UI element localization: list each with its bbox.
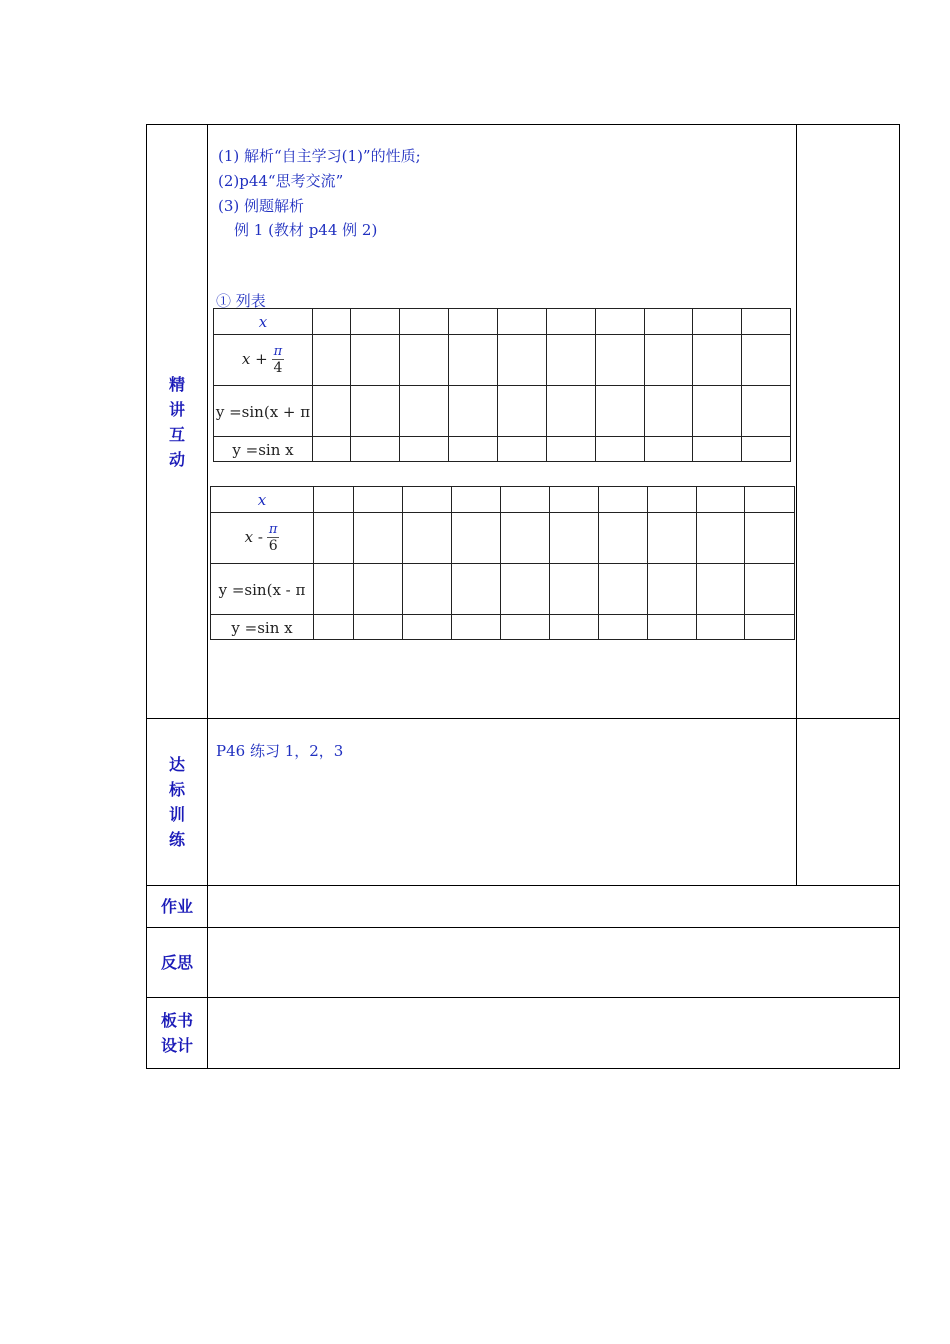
table-cell[interactable] <box>745 513 795 564</box>
table-cell[interactable] <box>403 615 452 640</box>
table-header-cell <box>211 513 314 564</box>
table-row <box>214 335 791 386</box>
expression-x-minus-pi-over-6: x - $\frac{\pi}{6}$ <box>244 521 278 554</box>
table-cell[interactable] <box>693 437 742 462</box>
table-cell[interactable] <box>697 615 745 640</box>
table-cell[interactable] <box>697 487 745 513</box>
table-row <box>211 615 795 640</box>
row-divider-4 <box>146 997 900 998</box>
outer-border-top <box>146 124 900 125</box>
table-cell[interactable] <box>550 615 599 640</box>
table-cell[interactable] <box>648 564 697 615</box>
interaction-label <box>147 372 207 472</box>
table-header-cell <box>211 615 314 640</box>
table-cell[interactable] <box>645 386 693 437</box>
board-design-label <box>147 1008 207 1058</box>
table-cell[interactable] <box>449 335 498 386</box>
table-cell[interactable] <box>501 513 550 564</box>
table-cell[interactable] <box>596 437 645 462</box>
table-cell[interactable] <box>354 564 403 615</box>
table-cell[interactable] <box>351 309 400 335</box>
table-cell[interactable] <box>313 335 351 386</box>
table-cell[interactable] <box>403 487 452 513</box>
table-cell[interactable] <box>498 386 547 437</box>
table-cell[interactable] <box>313 437 351 462</box>
x-header: x <box>257 491 267 509</box>
value-table-2 <box>210 486 795 640</box>
table-row <box>214 386 791 437</box>
row-divider-1 <box>146 718 900 719</box>
table-cell[interactable] <box>693 335 742 386</box>
table-cell[interactable] <box>550 487 599 513</box>
table-row <box>211 513 795 564</box>
content-line-2: (2)p44“思考交流” <box>218 172 344 190</box>
table-cell[interactable] <box>693 309 742 335</box>
table-cell[interactable] <box>452 615 501 640</box>
table-cell[interactable] <box>400 437 449 462</box>
table-cell[interactable] <box>599 615 648 640</box>
table-cell[interactable] <box>354 615 403 640</box>
practice-label-char: 达 <box>168 755 185 774</box>
table-header-cell <box>214 335 313 386</box>
table-cell[interactable] <box>400 386 449 437</box>
content-line-1: (1) 解析“自主学习(1)”的性质; <box>218 147 421 165</box>
table-cell[interactable] <box>648 487 697 513</box>
table-cell[interactable] <box>498 309 547 335</box>
reflection-label <box>147 950 207 975</box>
table-cell[interactable] <box>648 615 697 640</box>
table-cell[interactable] <box>400 335 449 386</box>
reflection-label-text: 反思 <box>160 953 193 972</box>
table-cell[interactable] <box>547 309 596 335</box>
interaction-label-char: 讲 <box>168 400 185 419</box>
table-cell[interactable] <box>313 386 351 437</box>
table-cell[interactable] <box>742 437 791 462</box>
table-cell[interactable] <box>547 335 596 386</box>
table-cell[interactable] <box>697 513 745 564</box>
practice-text: P46 练习 1，2，3 <box>216 742 344 760</box>
value-table-1 <box>213 308 791 462</box>
table-cell[interactable] <box>351 335 400 386</box>
table-cell[interactable] <box>314 487 354 513</box>
practice-label-char: 训 <box>168 805 185 824</box>
table-cell[interactable] <box>742 335 791 386</box>
table-cell[interactable] <box>550 513 599 564</box>
table-cell[interactable] <box>693 386 742 437</box>
notes-column-divider <box>796 124 797 886</box>
table-cell[interactable] <box>351 437 400 462</box>
table-cell[interactable] <box>314 615 354 640</box>
content-line-3: (3) 例题解析 <box>218 197 305 215</box>
table-cell[interactable] <box>596 386 645 437</box>
table-header-cell <box>214 386 313 437</box>
row-divider-3 <box>146 927 900 928</box>
table-row <box>211 564 795 615</box>
homework-label-text: 作业 <box>160 897 193 916</box>
table-cell[interactable] <box>547 386 596 437</box>
table-cell[interactable] <box>449 386 498 437</box>
outer-border-bottom <box>146 1068 900 1069</box>
table-cell[interactable] <box>742 386 791 437</box>
x-header: x <box>258 313 268 331</box>
table-cell[interactable] <box>645 437 693 462</box>
homework-label <box>147 894 207 919</box>
table-header-cell <box>211 487 314 513</box>
table-header-cell <box>211 564 314 615</box>
table-cell[interactable] <box>599 564 648 615</box>
table-cell[interactable] <box>501 615 550 640</box>
table-cell[interactable] <box>452 487 501 513</box>
practice-label-char: 标 <box>168 780 185 799</box>
interaction-label-char: 互 <box>168 425 185 444</box>
table-cell[interactable] <box>351 386 400 437</box>
table-cell[interactable] <box>745 564 795 615</box>
table-cell[interactable] <box>501 487 550 513</box>
table-row <box>211 487 795 513</box>
table-row <box>214 309 791 335</box>
table-cell[interactable] <box>501 564 550 615</box>
expression-sin-x: y =sin x <box>232 440 294 459</box>
table-cell[interactable] <box>648 513 697 564</box>
interaction-label-char: 动 <box>168 450 185 469</box>
table-cell[interactable] <box>745 487 795 513</box>
table-cell[interactable] <box>697 564 745 615</box>
expression-x-plus-pi-over-4: x + $\frac{\pi}{4}$ <box>241 343 283 376</box>
table-row <box>214 437 791 462</box>
table-cell[interactable] <box>498 335 547 386</box>
practice-label-char: 练 <box>168 830 185 849</box>
table-cell[interactable] <box>599 513 648 564</box>
table-cell[interactable] <box>354 487 403 513</box>
table-cell[interactable] <box>314 564 354 615</box>
table-cell[interactable] <box>449 437 498 462</box>
table-cell[interactable] <box>550 564 599 615</box>
board-design-label-line: 板书 <box>160 1011 193 1030</box>
table-cell[interactable] <box>452 564 501 615</box>
table-cell[interactable] <box>400 309 449 335</box>
table-cell[interactable] <box>742 309 791 335</box>
table-cell[interactable] <box>313 309 351 335</box>
expression-sin-shifted: y =sin(x + π <box>215 402 311 421</box>
table-header-cell <box>214 309 313 335</box>
interaction-label-char: 精 <box>168 375 185 394</box>
practice-label <box>147 752 207 852</box>
table-cell[interactable] <box>596 309 645 335</box>
table-cell[interactable] <box>547 437 596 462</box>
expression-sin-shifted: y =sin(x - π <box>218 580 306 599</box>
list-title: ① 列表 <box>216 292 266 310</box>
board-design-label-line: 设计 <box>160 1036 193 1055</box>
table-cell[interactable] <box>403 513 452 564</box>
table-cell[interactable] <box>314 513 354 564</box>
table-cell[interactable] <box>354 513 403 564</box>
table-cell[interactable] <box>645 335 693 386</box>
table-cell[interactable] <box>596 335 645 386</box>
table-cell[interactable] <box>449 309 498 335</box>
table-header-cell <box>214 437 313 462</box>
table-cell[interactable] <box>745 615 795 640</box>
table-cell[interactable] <box>452 513 501 564</box>
table-cell[interactable] <box>403 564 452 615</box>
table-cell[interactable] <box>599 487 648 513</box>
table-cell[interactable] <box>645 309 693 335</box>
content-line-4: 例 1 (教材 p44 例 2) <box>234 221 378 239</box>
table-cell[interactable] <box>498 437 547 462</box>
expression-sin-x: y =sin x <box>231 618 293 637</box>
row-divider-2 <box>146 885 900 886</box>
